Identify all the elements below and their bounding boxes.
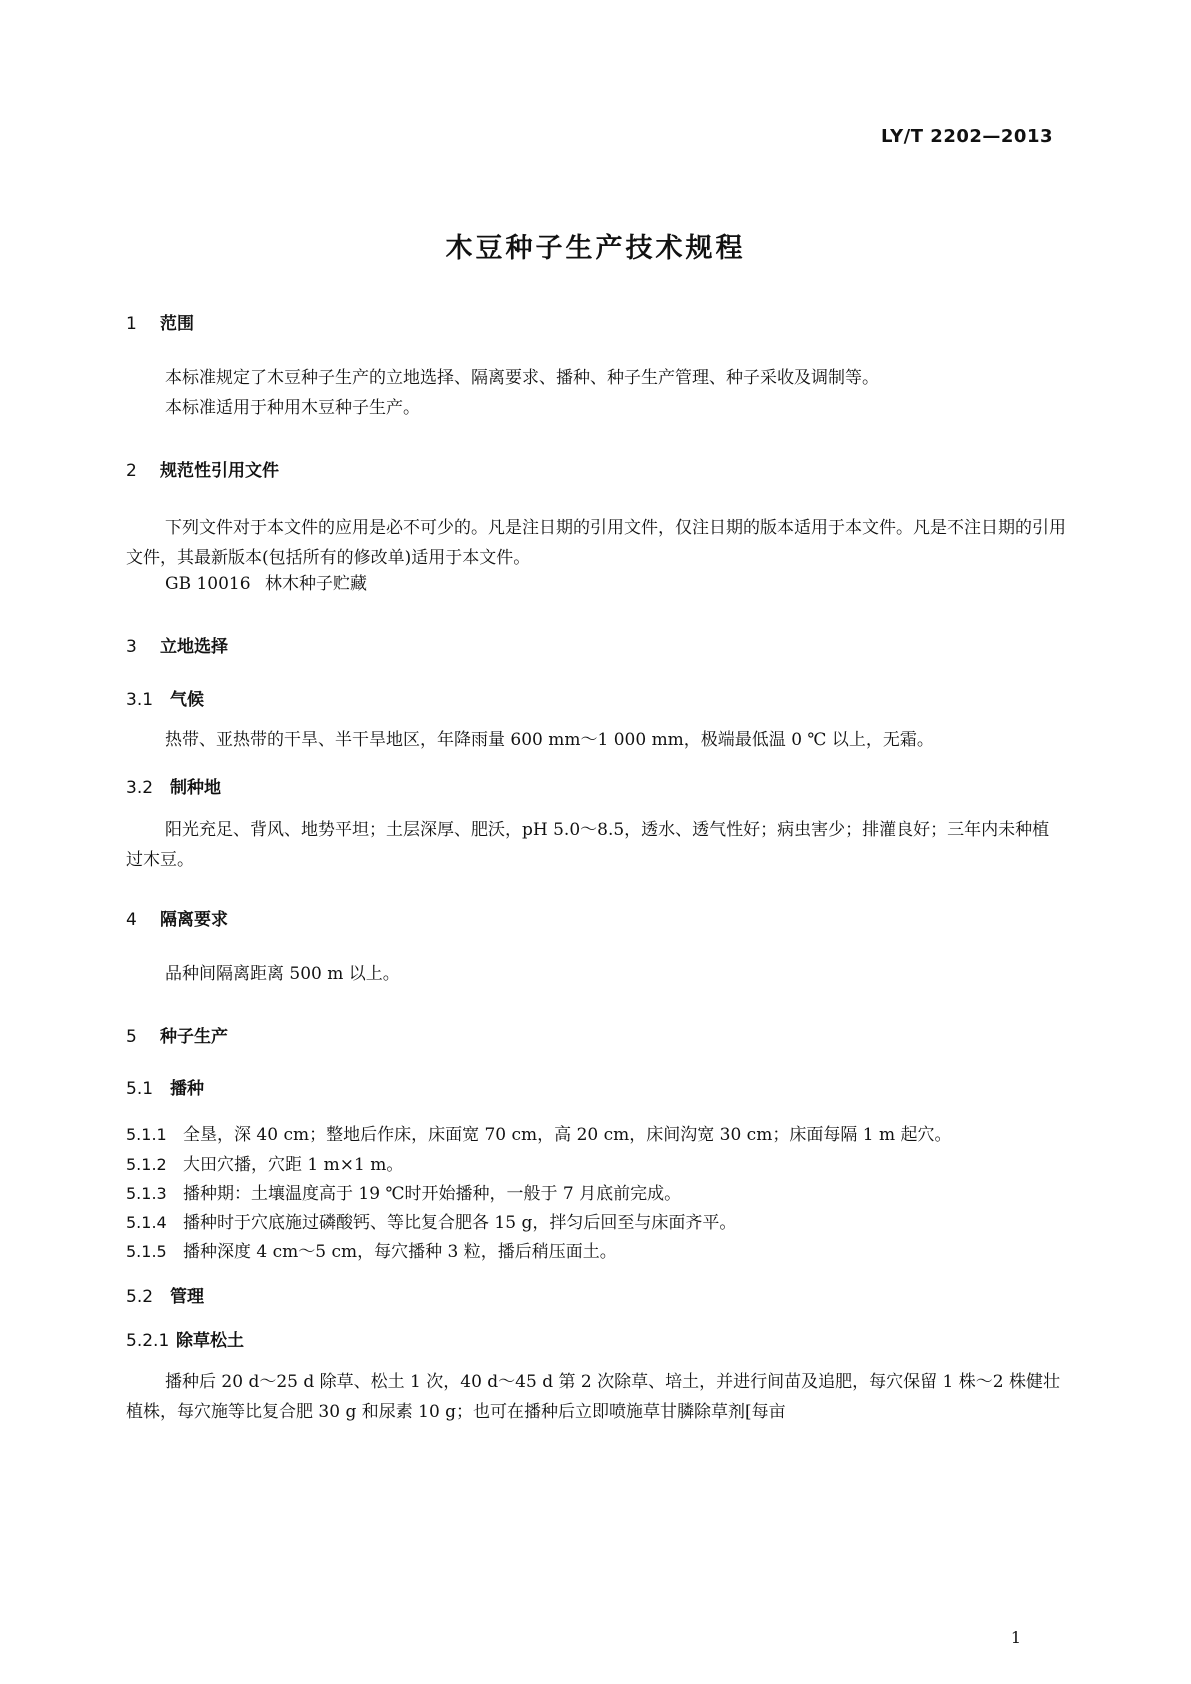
clause-item	[126, 1150, 403, 1175]
clause-number: 5.1.1	[126, 1125, 167, 1144]
section-3-2-heading	[126, 773, 221, 798]
section-title: 隔离要求	[160, 910, 228, 930]
clause-text: 全垦，深 40 cm；整地后作床，床面宽 70 cm，高 20 cm，床间沟宽 30 cm；床面每隔 1 m 起穴。	[183, 1125, 952, 1145]
document-title: 木豆种子生产技术规程	[445, 233, 746, 264]
section-5-2-1-heading	[126, 1326, 244, 1351]
page-number: 1	[1010, 1628, 1021, 1647]
section-title: 除草松土	[176, 1331, 244, 1351]
clause-number: 5.1.2	[126, 1155, 167, 1174]
reference-code: GB 10016	[165, 574, 251, 594]
clause-number: 5.1.3	[126, 1184, 167, 1203]
section-number: 2	[126, 461, 137, 481]
section-number: 3.1	[126, 690, 154, 710]
section-5-1-heading	[126, 1074, 204, 1099]
section-number: 1	[126, 314, 137, 334]
section-title: 管理	[170, 1287, 204, 1307]
climate-paragraph: 热带、亚热带的干旱、半干旱地区，年降雨量 600 mm～1 000 mm，极端最低温 0 ℃ 以上，无霜。	[165, 730, 934, 750]
section-title: 立地选择	[160, 637, 228, 657]
section-number: 5	[126, 1027, 137, 1047]
clause-text: 播种期：土壤温度高于 19 ℃时开始播种，一般于 7 月底前完成。	[183, 1184, 682, 1204]
section-number: 3.2	[126, 778, 154, 798]
scope-paragraph-1: 本标准规定了木豆种子生产的立地选择、隔离要求、播种、种子生产管理、种子采收及调制等。	[165, 368, 879, 388]
section-title: 规范性引用文件	[160, 461, 279, 481]
reference-entry	[165, 573, 367, 596]
normative-references-paragraph: 下列文件对于本文件的应用是必不可少的。凡是注日期的引用文件，仅注日期的版本适用于本文件。凡是不注日期的引用文件，其最新版本(包括所有的修改单)适用于本文件。	[126, 518, 1066, 568]
section-5-2-heading	[126, 1282, 204, 1307]
scope-paragraph-2: 本标准适用于种用木豆种子生产。	[165, 398, 420, 418]
clause-item	[126, 1208, 736, 1233]
clause-number: 5.1.5	[126, 1242, 167, 1261]
clause-item	[126, 1179, 681, 1204]
clause-text: 播种时于穴底施过磷酸钙、等比复合肥各 15 g，拌匀后回至与床面齐平。	[183, 1213, 737, 1233]
standard-code: LY/T 2202—2013	[880, 126, 1053, 147]
seed-field-paragraph: 阳光充足、背风、地势平坦；土层深厚、肥沃，pH 5.0～8.5，透水、透气性好；病虫害少；排灌良好；三年内未种植过木豆。	[126, 820, 1050, 870]
isolation-paragraph: 品种间隔离距离 500 m 以上。	[165, 964, 400, 984]
section-2-heading	[126, 456, 279, 481]
section-title: 范围	[160, 314, 194, 334]
weeding-paragraph: 播种后 20 d～25 d 除草、松土 1 次，40 d～45 d 第 2 次除草、培土，并进行间苗及追肥，每穴保留 1 株～2 株健壮植株，每穴施等比复合肥 30 g 和尿素 10 g；也可在播种后立即喷施草甘膦除草剂[每亩	[126, 1372, 1060, 1422]
section-number: 4	[126, 910, 137, 930]
section-3-1-heading	[126, 685, 204, 710]
section-4-heading	[126, 905, 228, 930]
section-5-heading	[126, 1022, 228, 1047]
section-number: 5.2	[126, 1287, 154, 1307]
section-3-heading	[126, 632, 228, 657]
section-title: 制种地	[170, 778, 221, 798]
section-number: 3	[126, 637, 137, 657]
section-number: 5.2.1	[126, 1331, 170, 1351]
section-title: 气候	[170, 690, 204, 710]
clause-text: 大田穴播，穴距 1 m×1 m。	[183, 1155, 404, 1175]
clause-item	[126, 1237, 617, 1262]
reference-title: 林木种子贮藏	[265, 574, 367, 594]
section-title: 种子生产	[160, 1027, 228, 1047]
section-title: 播种	[170, 1079, 204, 1099]
clause-item	[126, 1120, 951, 1145]
section-1-heading	[126, 309, 194, 334]
section-number: 5.1	[126, 1079, 154, 1099]
clause-number: 5.1.4	[126, 1213, 167, 1232]
clause-text: 播种深度 4 cm～5 cm，每穴播种 3 粒，播后稍压面土。	[183, 1242, 617, 1262]
